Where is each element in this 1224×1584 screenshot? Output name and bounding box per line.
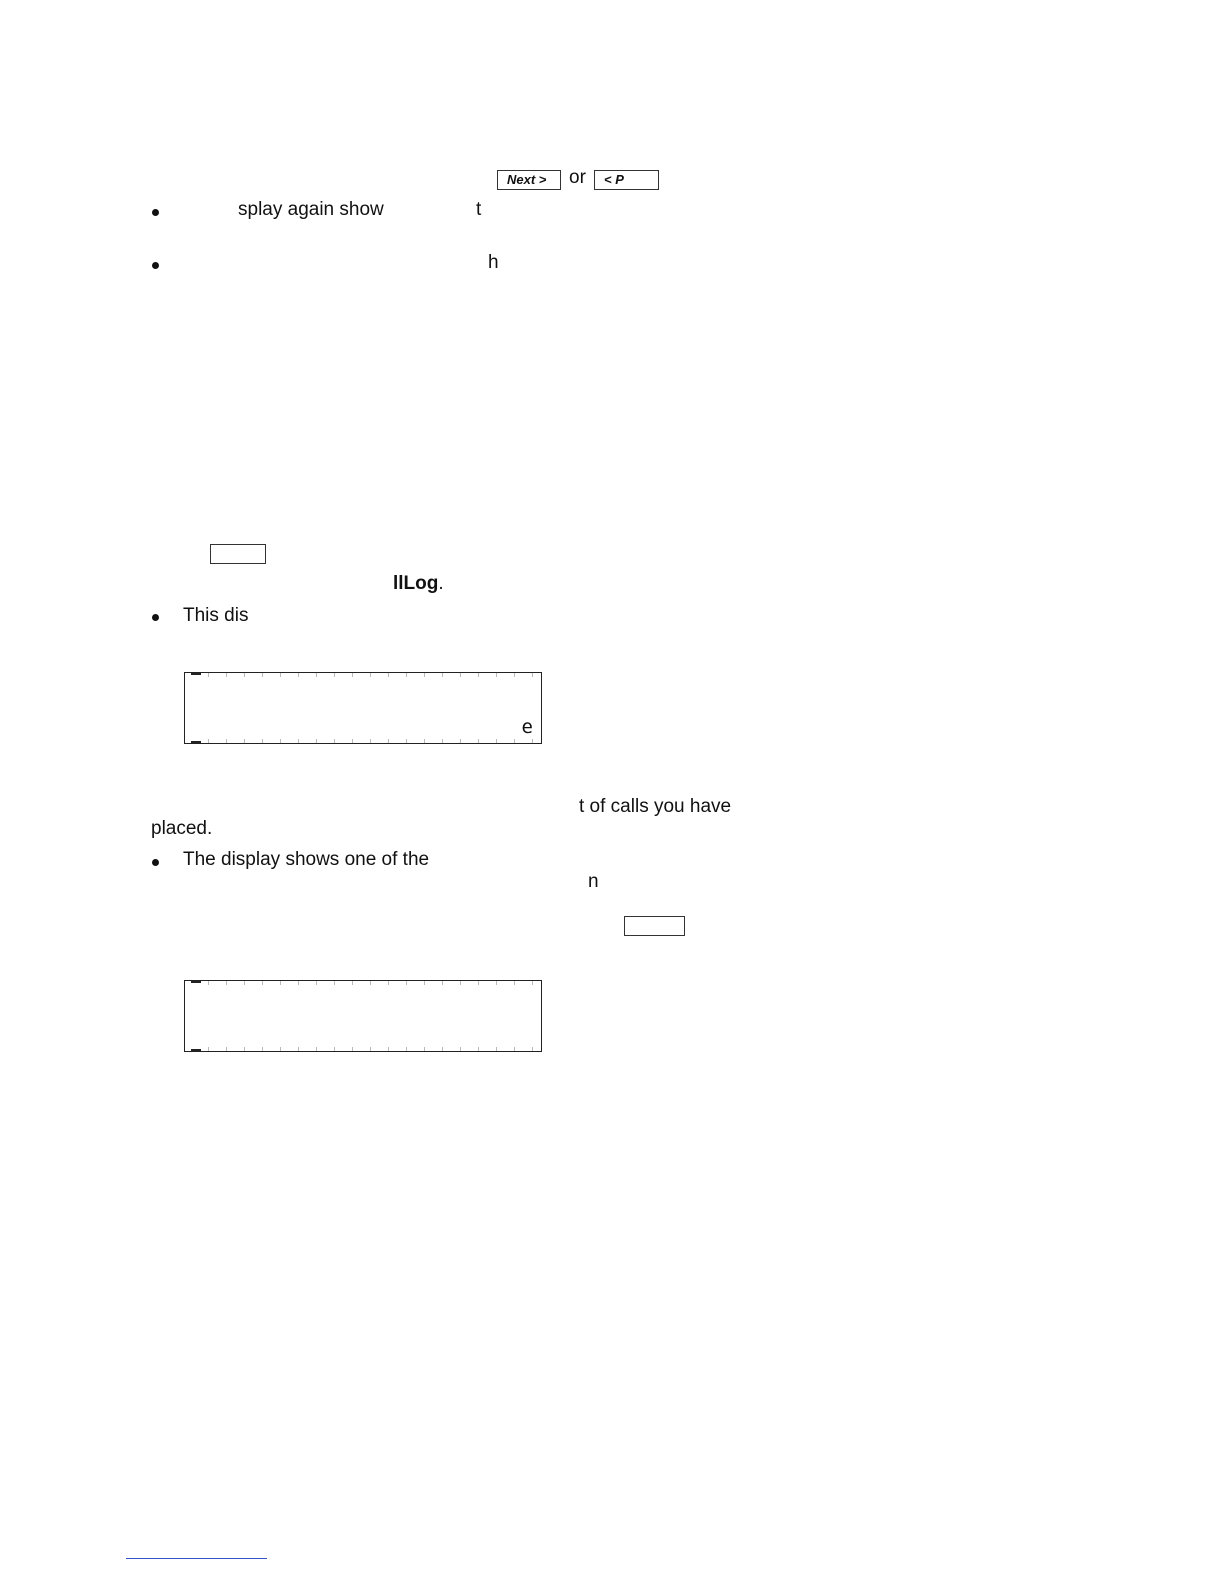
this-dis-text: This dis xyxy=(183,605,249,626)
splay-text: splay again show xyxy=(238,199,384,220)
lcd-display-2 xyxy=(184,980,542,1052)
lcd-1-bottom-ticks xyxy=(191,739,535,743)
lcd-display-1 xyxy=(184,672,542,744)
lcd-1-text: e xyxy=(521,716,533,738)
bullet-1 xyxy=(152,209,159,216)
lcd-1-top-ticks xyxy=(191,673,535,677)
bullet-4 xyxy=(152,859,159,866)
lcd-2-bottom-ticks xyxy=(191,1047,535,1051)
bullet-2 xyxy=(152,262,159,269)
calllog-bold: llLog xyxy=(393,573,439,594)
prev-key: < P xyxy=(594,170,659,190)
lcd-1-corner-bottom xyxy=(191,741,201,743)
calls-placed-text-2: placed. xyxy=(151,818,213,839)
display-shows-text: The display shows one of the xyxy=(183,849,430,870)
next-key: Next > xyxy=(497,170,561,190)
lcd-2-corner-top xyxy=(191,981,201,983)
calllog-period: . xyxy=(438,573,444,594)
or-text: or xyxy=(569,167,586,188)
empty-key-2 xyxy=(624,916,685,936)
lcd-2-corner-bottom xyxy=(191,1049,201,1051)
lcd-1-corner-top xyxy=(191,673,201,675)
h-text: h xyxy=(488,252,499,273)
empty-key-1 xyxy=(210,544,266,564)
n-text: n xyxy=(588,871,599,892)
bullet-3 xyxy=(152,614,159,621)
t-text: t xyxy=(476,199,482,220)
calls-placed-text-1: t of calls you have xyxy=(579,796,732,817)
lcd-2-top-ticks xyxy=(191,981,535,985)
calllog-line xyxy=(393,573,444,595)
footer-rule xyxy=(126,1558,267,1559)
